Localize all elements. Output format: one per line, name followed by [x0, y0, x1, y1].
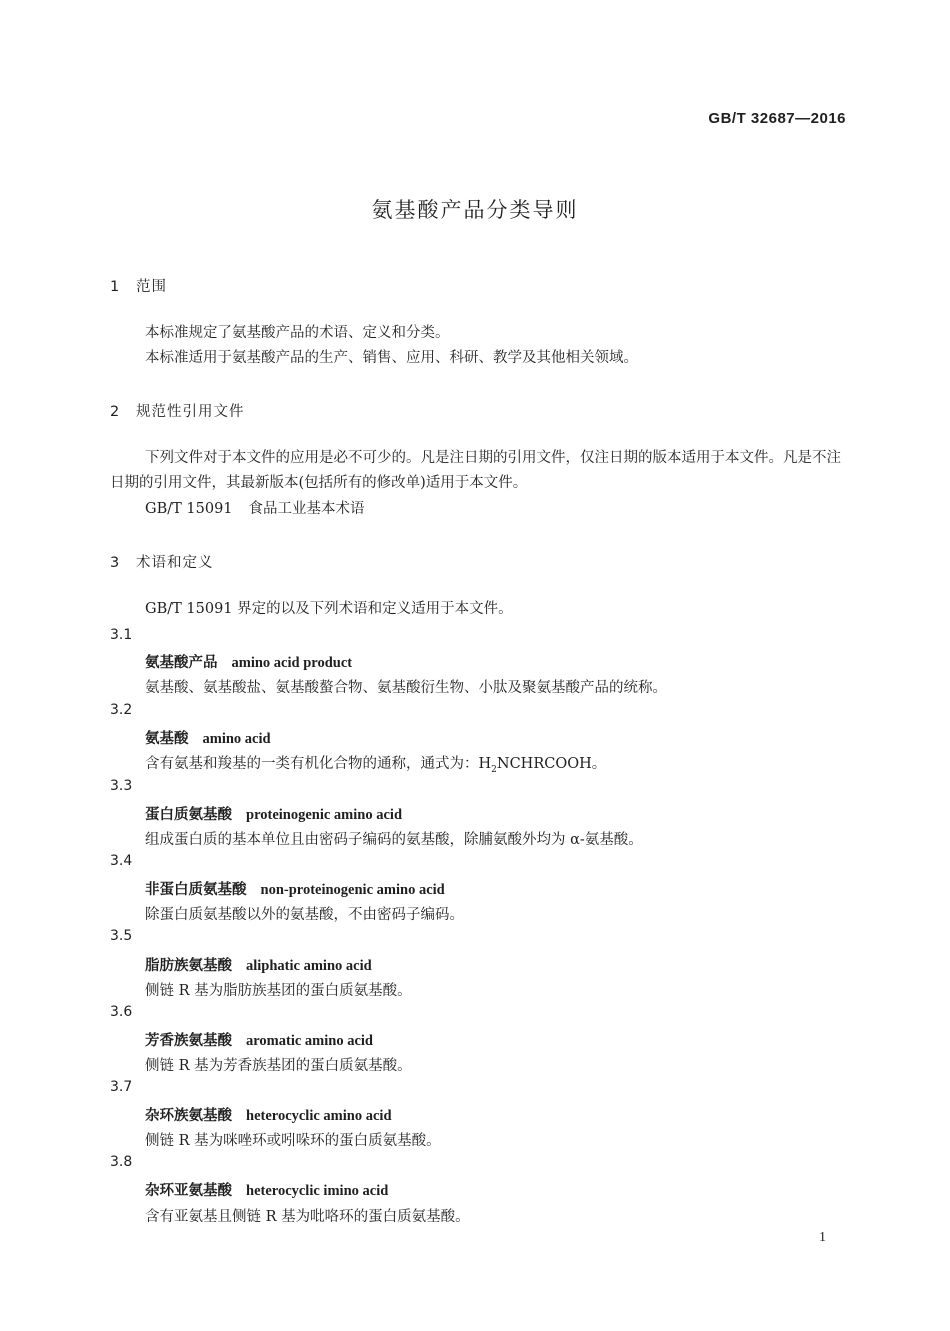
section-title: 术语和定义 [136, 555, 214, 571]
term-definition: 含有亚氨基且侧链 R 基为吡咯环的蛋白质氨基酸。 [145, 1209, 470, 1225]
paragraph: GB/T 15091 界定的以及下列术语和定义适用于本文件。 [145, 601, 513, 617]
section-number: 3 [110, 555, 121, 571]
section-title: 规范性引用文件 [136, 404, 245, 420]
section-number: 1 [110, 279, 121, 295]
term-number: 3.7 [110, 1079, 133, 1095]
term-zh: 杂环亚氨基酸 [145, 1182, 232, 1199]
term-definition: 侧链 R 基为脂肪族基团的蛋白质氨基酸。 [145, 983, 412, 999]
paragraph: 本标准适用于氨基酸产品的生产、销售、应用、科研、教学及其他相关领域。 [145, 350, 638, 366]
term-en: aliphatic amino acid [246, 958, 372, 974]
document-title: 氨基酸产品分类导则 [371, 198, 579, 222]
subscript: 2 [491, 764, 497, 775]
term-definition: 除蛋白质氨基酸以外的氨基酸，不由密码子编码。 [145, 907, 464, 923]
paragraph: 下列文件对于本文件的应用是必不可少的。凡是注日期的引用文件，仅注日期的版本适用于本文件。凡是不注日期的引用文件，其最新版本(包括所有的修改单)适用于本文件。 [110, 450, 841, 491]
term-zh: 杂环族氨基酸 [145, 1107, 232, 1124]
definition-text: NCHRCOOH。 [496, 756, 607, 772]
term-en: amino acid [202, 731, 271, 747]
term-number: 3.2 [110, 702, 133, 718]
term-en: proteinogenic amino acid [246, 807, 403, 823]
term-definition [145, 752, 850, 775]
term-title [145, 878, 445, 899]
term-zh: 脂肪族氨基酸 [145, 957, 232, 974]
term-number: 3.1 [110, 627, 133, 643]
term-title [145, 727, 271, 748]
section-heading-scope [110, 275, 167, 296]
term-definition: 侧链 R 基为芳香族基团的蛋白质氨基酸。 [145, 1058, 412, 1074]
paragraph: 本标准规定了氨基酸产品的术语、定义和分类。 [145, 325, 450, 341]
term-title [145, 1179, 388, 1200]
term-number: 3.6 [110, 1004, 133, 1020]
term-zh: 蛋白质氨基酸 [145, 806, 232, 823]
term-en: heterocyclic imino acid [246, 1183, 389, 1199]
reference-entry [145, 497, 885, 522]
term-en: heterocyclic amino acid [246, 1108, 392, 1124]
term-zh: 氨基酸 [145, 730, 189, 747]
section-heading-normative-references [110, 400, 245, 421]
reference-code: GB/T 15091 [145, 501, 233, 517]
section-number: 2 [110, 404, 121, 420]
term-zh: 氨基酸产品 [145, 654, 218, 671]
term-zh: 非蛋白质氨基酸 [145, 881, 247, 898]
term-title [145, 651, 352, 672]
standard-code: GB/T 32687—2016 [708, 110, 846, 127]
term-title [145, 803, 402, 824]
section-heading-terms [110, 551, 214, 572]
term-en: non-proteinogenic amino acid [260, 882, 445, 898]
term-number: 3.8 [110, 1154, 133, 1170]
term-en: amino acid product [231, 655, 353, 671]
term-zh: 芳香族氨基酸 [145, 1032, 232, 1049]
definition-text: 含有氨基和羧基的一类有机化合物的通称，通式为：H [145, 756, 492, 772]
term-definition: 组成蛋白质的基本单位且由密码子编码的氨基酸，除脯氨酸外均为 α-氨基酸。 [145, 832, 643, 848]
term-en: aromatic amino acid [246, 1033, 373, 1049]
term-number: 3.5 [110, 928, 133, 944]
reference-name: 食品工业基本术语 [248, 501, 365, 517]
term-definition: 氨基酸、氨基酸盐、氨基酸螯合物、氨基酸衍生物、小肽及聚氨基酸产品的统称。 [145, 680, 667, 696]
section-title: 范围 [136, 279, 167, 295]
term-definition: 侧链 R 基为咪唑环或吲哚环的蛋白质氨基酸。 [145, 1133, 441, 1149]
page-number: 1 [819, 1230, 826, 1245]
term-title [145, 1029, 373, 1050]
term-title [145, 954, 372, 975]
term-number: 3.3 [110, 778, 133, 794]
term-title [145, 1104, 392, 1125]
term-number: 3.4 [110, 853, 133, 869]
